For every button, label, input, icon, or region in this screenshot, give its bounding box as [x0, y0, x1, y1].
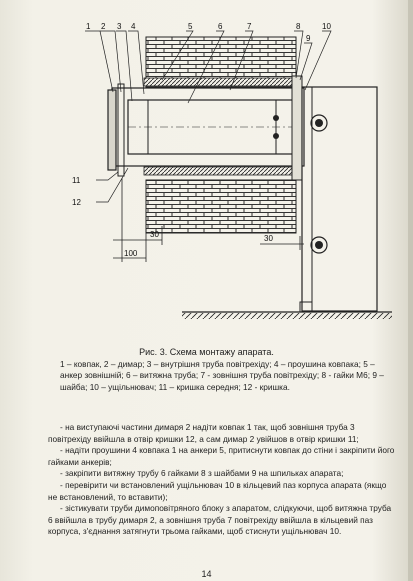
- paragraph: - закріпити витяжну трубу 6 гайками 8 з шайбами 9 на шпильках апарата;: [60, 468, 344, 479]
- dim-30-top: 30: [150, 230, 159, 239]
- page-number: 14: [201, 569, 212, 579]
- callout-3: 3: [117, 22, 122, 31]
- callout-1: 1: [86, 22, 91, 31]
- paragraph: - на виступаючі частини димаря 2 надіти ковпак 1 так, щоб зовнішня труба 3 повітрехіду ввійшла в отвір кришки 12, а сам димар 2 увійшов в отвір кришки 11;: [48, 422, 359, 444]
- flange: [292, 76, 302, 180]
- insulation-top: [144, 78, 294, 86]
- figure-legend: 1 – ковпак, 2 – димар; 3 – внутрішня труба повітрехіду; 4 – проушина ковпака; 5 – анкер зовнішній; 6 – витяжна труба; 7 - зовнішня труба повітрехіду; 8 - гайки М6; 9 – шайба; 10 – ущільнювач; 11 – кришка середня; 12 - кришка.: [60, 359, 384, 392]
- bolt-bottom: [273, 133, 279, 139]
- dim-30-right: 30: [264, 234, 273, 243]
- instructions-text: [48, 422, 396, 538]
- callout-5: 5: [188, 22, 193, 31]
- callout-8: 8: [296, 22, 301, 31]
- insulation-bottom: [144, 167, 294, 175]
- floor-hatch: [182, 313, 392, 319]
- callout-4: 4: [131, 22, 136, 31]
- callout-10: 10: [322, 22, 331, 31]
- brick-wall-lower: [146, 180, 296, 233]
- callout-2: 2: [101, 22, 106, 31]
- callout-7: 7: [247, 22, 252, 31]
- callout-9: 9: [306, 34, 311, 43]
- paragraph: - надіти проушини 4 ковпака 1 на анкери 5, притиснути ковпак до стіни і закріпити його гайками анкерів;: [48, 445, 395, 467]
- callout-11: 11: [72, 176, 81, 185]
- dim-100: 100: [124, 249, 138, 258]
- apparatus-body: [302, 87, 377, 311]
- cap: [108, 90, 116, 170]
- callout-6: 6: [218, 22, 223, 31]
- callout-12: 12: [72, 198, 81, 207]
- figure-caption: Рис. 3. Схема монтажу апарата.: [139, 347, 274, 357]
- paragraph: - перевірити чи встановлений ущільнювач 10 в кільцевий паз корпуса апарата (якщо не встановлений, то вставити);: [48, 479, 387, 502]
- paragraph: - зістикувати труби димоповітряного блоку з апаратом, слідкуючи, щоб витяжна труба 6 ввійшла в трубу димаря 2, а зовнішня труба 7 повітрехіду ввійшла в кільцевий паз корпуса, з'єднання затягнути трьома гайками, щоб стиснути ущільнювач 10.: [48, 503, 392, 537]
- bolt-top: [273, 115, 279, 121]
- cap-ear: [118, 84, 124, 176]
